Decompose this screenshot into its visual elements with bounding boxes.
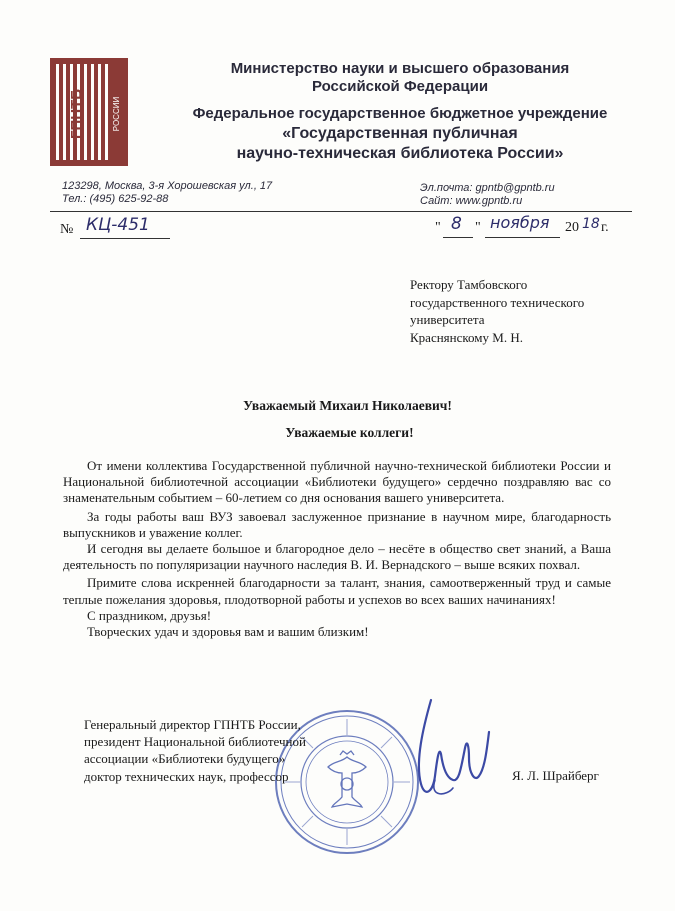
paragraph: От имени коллектива Государственной публичной научно-технической библиотеки России и Национальной библиотечной ассоциации «Библиотеки будущего» сердечно поздравляю вас со знаменательным событием – 60-летием со дня основания вашего университета. (63, 458, 611, 506)
greeting-1: Уважаемый Михаил Николаевич! (243, 398, 452, 413)
addressee-line: Краснянскому М. Н. (410, 329, 523, 345)
number-underline (80, 238, 170, 239)
month-underline (485, 237, 560, 238)
institution-line-3: научно-техническая библиотека России» (236, 145, 564, 162)
logo-side-text: РОССИИ (112, 96, 121, 132)
paragraph: Творческих удач и здоровья вам и вашим близким! (87, 624, 369, 640)
logo-text: ГПНТБ (68, 88, 85, 140)
gpntb-logo (50, 58, 128, 166)
handwritten-signature (395, 688, 515, 808)
ministry-line-2: Российской Федерации (311, 78, 489, 95)
website: Сайт: www.gpntb.ru (420, 195, 523, 207)
number-value: КЦ-451 (86, 215, 150, 235)
header-divider (50, 211, 632, 212)
signatory-line: Генеральный директор ГПНТБ России, (84, 717, 301, 732)
signatory-line: ассоциации «Библиотеки будущего» (84, 751, 286, 767)
greeting-2: Уважаемые коллеги! (285, 425, 414, 440)
paragraph: И сегодня вы делаете большое и благородное дело – несёте в общество свет знаний, а Ваша деятельность по популяризации научного наследия В. И. Вернадского – выше всяких похвал. (63, 541, 611, 573)
email: Эл.почта: gpntb@gpntb.ru (420, 182, 555, 194)
letter-body (63, 458, 611, 640)
paragraph: С праздником, друзья! (87, 607, 212, 623)
addressee-line: государственного технического (410, 294, 585, 310)
addressee-block (410, 276, 584, 346)
signatory-name: Я. Л. Шрайберг (512, 768, 599, 783)
date-quote-close: " (475, 220, 481, 235)
date-day: 8 (451, 214, 462, 234)
date-year-suffix: 18 (582, 216, 600, 232)
ministry-line-1: Министерство науки и высшего образования (230, 60, 570, 77)
institution-line-2: «Государственная публичная (282, 125, 518, 142)
date-year-end: г. (601, 220, 609, 235)
addressee-line: университета (410, 312, 485, 327)
number-label: № (60, 222, 74, 237)
address: 123298, Москва, 3-я Хорошевская ул., 17 (62, 180, 273, 192)
signatory-line: президент Национальной библиотечной (84, 734, 306, 750)
date-year-prefix: 20 (565, 220, 579, 235)
date-quote-open: " (435, 220, 441, 235)
letter-date (435, 213, 625, 244)
day-underline (443, 237, 473, 238)
signatory-block (84, 716, 306, 785)
paragraph: Примите слова искренней благодарности за талант, знания, самоотверженный труд и самые теплые пожелания здоровья, плодотворной работы и успехов во всех ваших начинаниях! (63, 575, 611, 607)
institution-line-1: Федеральное государственное бюджетное учреждение (192, 105, 608, 122)
addressee-line: Ректору Тамбовского (410, 277, 528, 292)
signatory-line: доктор технических наук, профессор (84, 768, 289, 784)
phone: Тел.: (495) 625-92-88 (62, 193, 169, 205)
date-month: ноября (490, 213, 550, 232)
paragraph: За годы работы ваш ВУЗ завоевал заслуженное признание в научном мире, благодарность выпускников и уважение коллег. (63, 508, 611, 540)
